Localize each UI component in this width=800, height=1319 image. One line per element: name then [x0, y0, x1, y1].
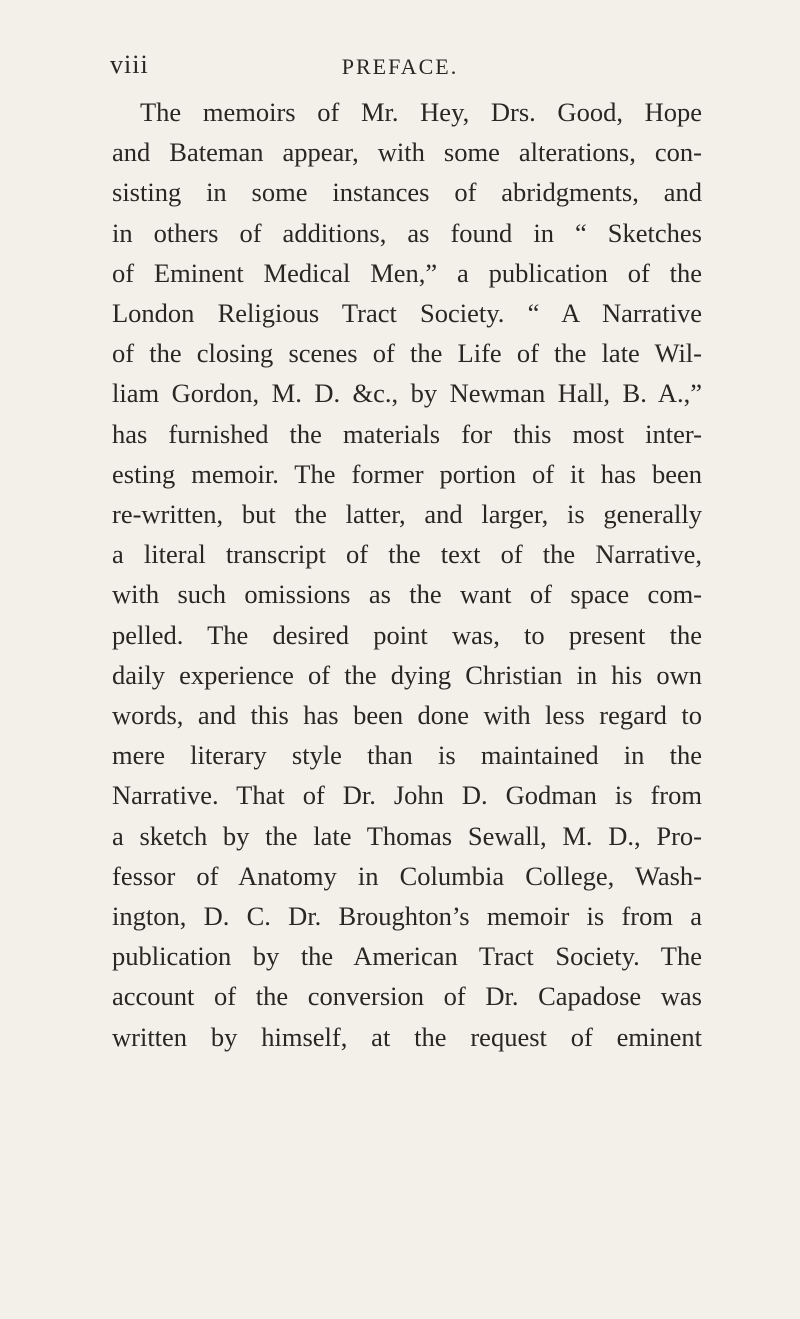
- text-line: words, and this has been done with less regard to: [112, 700, 702, 731]
- text-line: in others of additions, as found in “ Sketches: [112, 217, 702, 248]
- text-line: daily experience of the dying Christian in his own: [112, 659, 702, 690]
- text-line: mere literary style than is maintained in the: [112, 740, 702, 771]
- text-line: liam Gordon, M. D. &c., by Newman Hall, B. A.,”: [112, 378, 702, 409]
- text-line: The memoirs of Mr. Hey, Drs. Good, Hope: [140, 97, 702, 127]
- text-line: Narrative. That of Dr. John D. Godman is from: [112, 780, 702, 811]
- text-line: publication by the American Tract Society. The: [112, 941, 702, 972]
- text-line: a literal transcript of the text of the Narrative,: [112, 539, 702, 570]
- text-line: and Bateman appear, with some alterations, con-: [112, 137, 702, 168]
- text-line: sisting in some instances of abridgments, and: [112, 177, 702, 208]
- text-line: of Eminent Medical Men,” a publication of the: [112, 257, 702, 288]
- body-text: [112, 92, 702, 1057]
- text-line: London Religious Tract Society. “ A Narrative: [112, 298, 702, 329]
- text-line: pelled. The desired point was, to present the: [112, 619, 702, 650]
- page-number: viii: [110, 50, 149, 79]
- text-line: a sketch by the late Thomas Sewall, M. D., Pro-: [112, 820, 702, 851]
- text-line: has furnished the materials for this most inter-: [112, 418, 702, 449]
- text-line: fessor of Anatomy in Columbia College, Wash-: [112, 860, 702, 891]
- text-line: esting memoir. The former portion of it has been: [112, 458, 702, 489]
- text-line: written by himself, at the request of eminent: [112, 1021, 702, 1052]
- text-line: account of the conversion of Dr. Capadose was: [112, 981, 702, 1012]
- text-line: with such omissions as the want of space com-: [112, 579, 702, 610]
- text-line: ington, D. C. Dr. Broughton’s memoir is from a: [112, 901, 702, 932]
- text-line: re-written, but the latter, and larger, is generally: [112, 499, 702, 530]
- text-line: of the closing scenes of the Life of the late Wil-: [112, 338, 702, 369]
- running-head: PREFACE.: [341, 54, 459, 79]
